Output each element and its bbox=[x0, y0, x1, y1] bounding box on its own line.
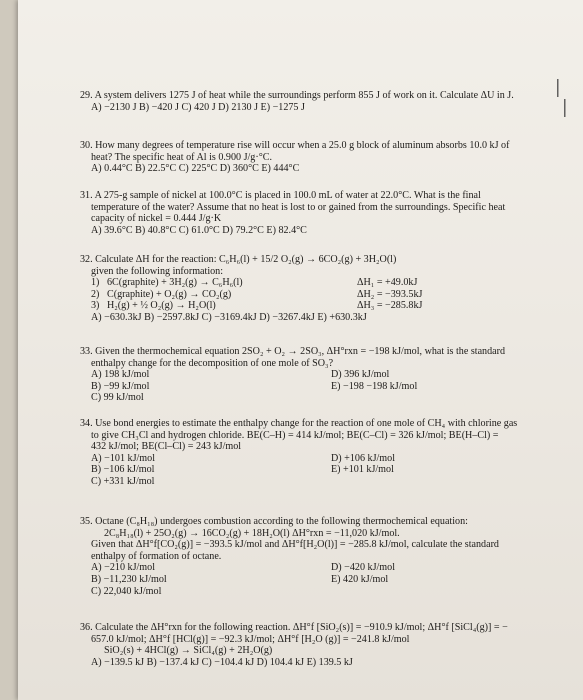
reaction-number: 1) bbox=[91, 277, 100, 289]
question-stem-cont: temperature of the water? Assume that no heat is lost to or gained from the surroundings. Specific heat bbox=[91, 201, 506, 213]
thermochemical-equation: 2C₈H₁₈(l) + 25O₂(g) → 16CO₂(g) + 18H₂O(l) ΔH°rxn = −11,020 kJ/mol. bbox=[104, 527, 400, 539]
question-stem: 31. A 275-g sample of nickel at 100.0°C is placed in 100.0 mL of water at 22.0°C. What is the final bbox=[80, 190, 481, 201]
question-stem: 35. Octane (C₈H₁₈) undergoes combustion according to the following thermochemical equation: bbox=[80, 516, 468, 527]
worksheet-page bbox=[18, 0, 583, 700]
choice: A) −101 kJ/mol bbox=[91, 452, 156, 464]
question-34 bbox=[80, 418, 560, 488]
margin-mark: | bbox=[556, 74, 560, 98]
choice: E) 420 kJ/mol bbox=[331, 573, 389, 585]
question-stem-cont: to give CH₃Cl and hydrogen chloride. BE(C–H) = 414 kJ/mol; BE(C–Cl) = 326 kJ/mol; BE(H–Cl) = bbox=[91, 429, 499, 441]
choice bbox=[331, 476, 531, 488]
choice: D) 396 kJ/mol bbox=[331, 369, 390, 381]
question-30 bbox=[80, 140, 560, 175]
answer-choices bbox=[80, 453, 560, 488]
answer-choices: A) 0.44°C B) 22.5°C C) 225°C D) 360°C E) 444°C bbox=[91, 163, 300, 175]
answer-choices: A) −2130 J B) −420 J C) 420 J D) 2130 J E) −1275 J bbox=[91, 101, 305, 113]
choice: E) −198 −198 kJ/mol bbox=[331, 380, 418, 392]
question-stem-cont: 432 kJ/mol; BE(Cl–Cl) = 243 kJ/mol bbox=[91, 441, 242, 453]
reaction-row bbox=[80, 277, 560, 289]
reaction-equation: SiO₂(s) + 4HCl(g) → SiCl₄(g) + 2H₂O(g) bbox=[104, 645, 273, 657]
choice: B) −11,230 kJ/mol bbox=[91, 573, 167, 585]
question-stem-cont: Given that ΔH°f[CO₂(g)] = −393.5 kJ/mol and ΔH°f[H₂O(l)] = −285.8 kJ/mol, calculate the standard bbox=[91, 539, 499, 551]
margin-mark: | bbox=[563, 94, 567, 118]
question-29 bbox=[80, 90, 560, 113]
answer-choices: A) 39.6°C B) 40.8°C C) 61.0°C D) 79.2°C E) 82.4°C bbox=[91, 224, 307, 236]
question-35 bbox=[80, 516, 560, 597]
choice: C) 99 kJ/mol bbox=[91, 392, 144, 404]
question-stem: 32. Calculate ΔH for the reaction: C₆H₆(l) + 15/2 O₂(g) → 6CO₂(g) + 3H₂O(l) bbox=[80, 254, 397, 265]
reaction-enthalpy: ΔH₃ = −285.8kJ bbox=[357, 300, 423, 312]
question-stem: 30. How many degrees of temperature rise will occur when a 25.0 g block of aluminum absorbs 10.0 kJ of bbox=[80, 140, 510, 151]
choice: C) 22,040 kJ/mol bbox=[91, 585, 162, 597]
answer-choices: A) −139.5 kJ B) −137.4 kJ C) −104.4 kJ D) 104.4 kJ E) 139.5 kJ bbox=[91, 656, 353, 668]
question-33 bbox=[80, 346, 560, 404]
choice: B) −99 kJ/mol bbox=[91, 380, 150, 392]
question-32 bbox=[80, 254, 560, 324]
question-stem: 33. Given the thermochemical equation 2SO₂ + O₂ → 2SO₃, ΔH°rxn = −198 kJ/mol, what is the standard bbox=[80, 346, 506, 357]
question-stem: 29. A system delivers 1275 J of heat while the surroundings perform 855 J of work on it. Calculate ΔU in J. bbox=[80, 90, 514, 101]
reaction-equation: H₂(g) + ½ O₂(g) → H₂O(l) bbox=[107, 300, 216, 312]
question-stem-cont: capacity of nickel = 0.444 J/g·K bbox=[91, 213, 222, 225]
question-stem-cont: 657.0 kJ/mol; ΔH°f [HCl(g)] = −92.3 kJ/mol; ΔH°f [H₂O (g)] = −241.8 kJ/mol bbox=[91, 633, 410, 645]
question-31 bbox=[80, 190, 560, 236]
question-stem-cont: given the following information: bbox=[91, 265, 224, 277]
question-stem-cont: heat? The specific heat of Al is 0.900 J/g·°C. bbox=[91, 151, 273, 163]
choice: E) +101 kJ/mol bbox=[331, 464, 394, 476]
reaction-equation: C(graphite) + O₂(g) → CO₂(g) bbox=[107, 288, 232, 300]
reaction-number: 2) bbox=[91, 288, 100, 300]
answer-choices bbox=[80, 369, 560, 404]
reaction-row bbox=[80, 289, 560, 301]
choice: D) −420 kJ/mol bbox=[331, 562, 396, 574]
question-stem-cont: enthalpy change for the decomposition of one mole of SO₃? bbox=[91, 357, 334, 369]
choice: A) −210 kJ/mol bbox=[91, 562, 156, 574]
answer-choices bbox=[80, 562, 560, 597]
reaction-enthalpy: ΔH₁ = +49.0kJ bbox=[357, 277, 418, 289]
reaction-row bbox=[80, 300, 560, 312]
choice: A) 198 kJ/mol bbox=[91, 369, 150, 381]
choice bbox=[331, 586, 531, 598]
reaction-enthalpy: ΔH₂ = −393.5kJ bbox=[357, 288, 423, 300]
question-stem-cont: enthalpy of formation of octane. bbox=[91, 550, 222, 562]
reaction-equation: 6C(graphite) + 3H₂(g) → C₆H₆(l) bbox=[107, 277, 243, 289]
choice: B) −106 kJ/mol bbox=[91, 464, 155, 476]
choice: D) +106 kJ/mol bbox=[331, 452, 396, 464]
choice bbox=[331, 392, 531, 404]
reaction-number: 3) bbox=[91, 300, 100, 312]
question-stem: 34. Use bond energies to estimate the enthalpy change for the reaction of one mole of CH₄ with chlorine gas bbox=[80, 418, 518, 429]
question-36 bbox=[80, 622, 560, 668]
answer-choices: A) −630.3kJ B) −2597.8kJ C) −3169.4kJ D) −3267.4kJ E) +630.3kJ bbox=[91, 311, 367, 323]
question-stem: 36. Calculate the ΔH°rxn for the following reaction. ΔH°f [SiO₂(s)] = −910.9 kJ/mol; ΔH°f [SiCl₄(g)] = − bbox=[80, 622, 508, 633]
choice: C) +331 kJ/mol bbox=[91, 475, 155, 487]
